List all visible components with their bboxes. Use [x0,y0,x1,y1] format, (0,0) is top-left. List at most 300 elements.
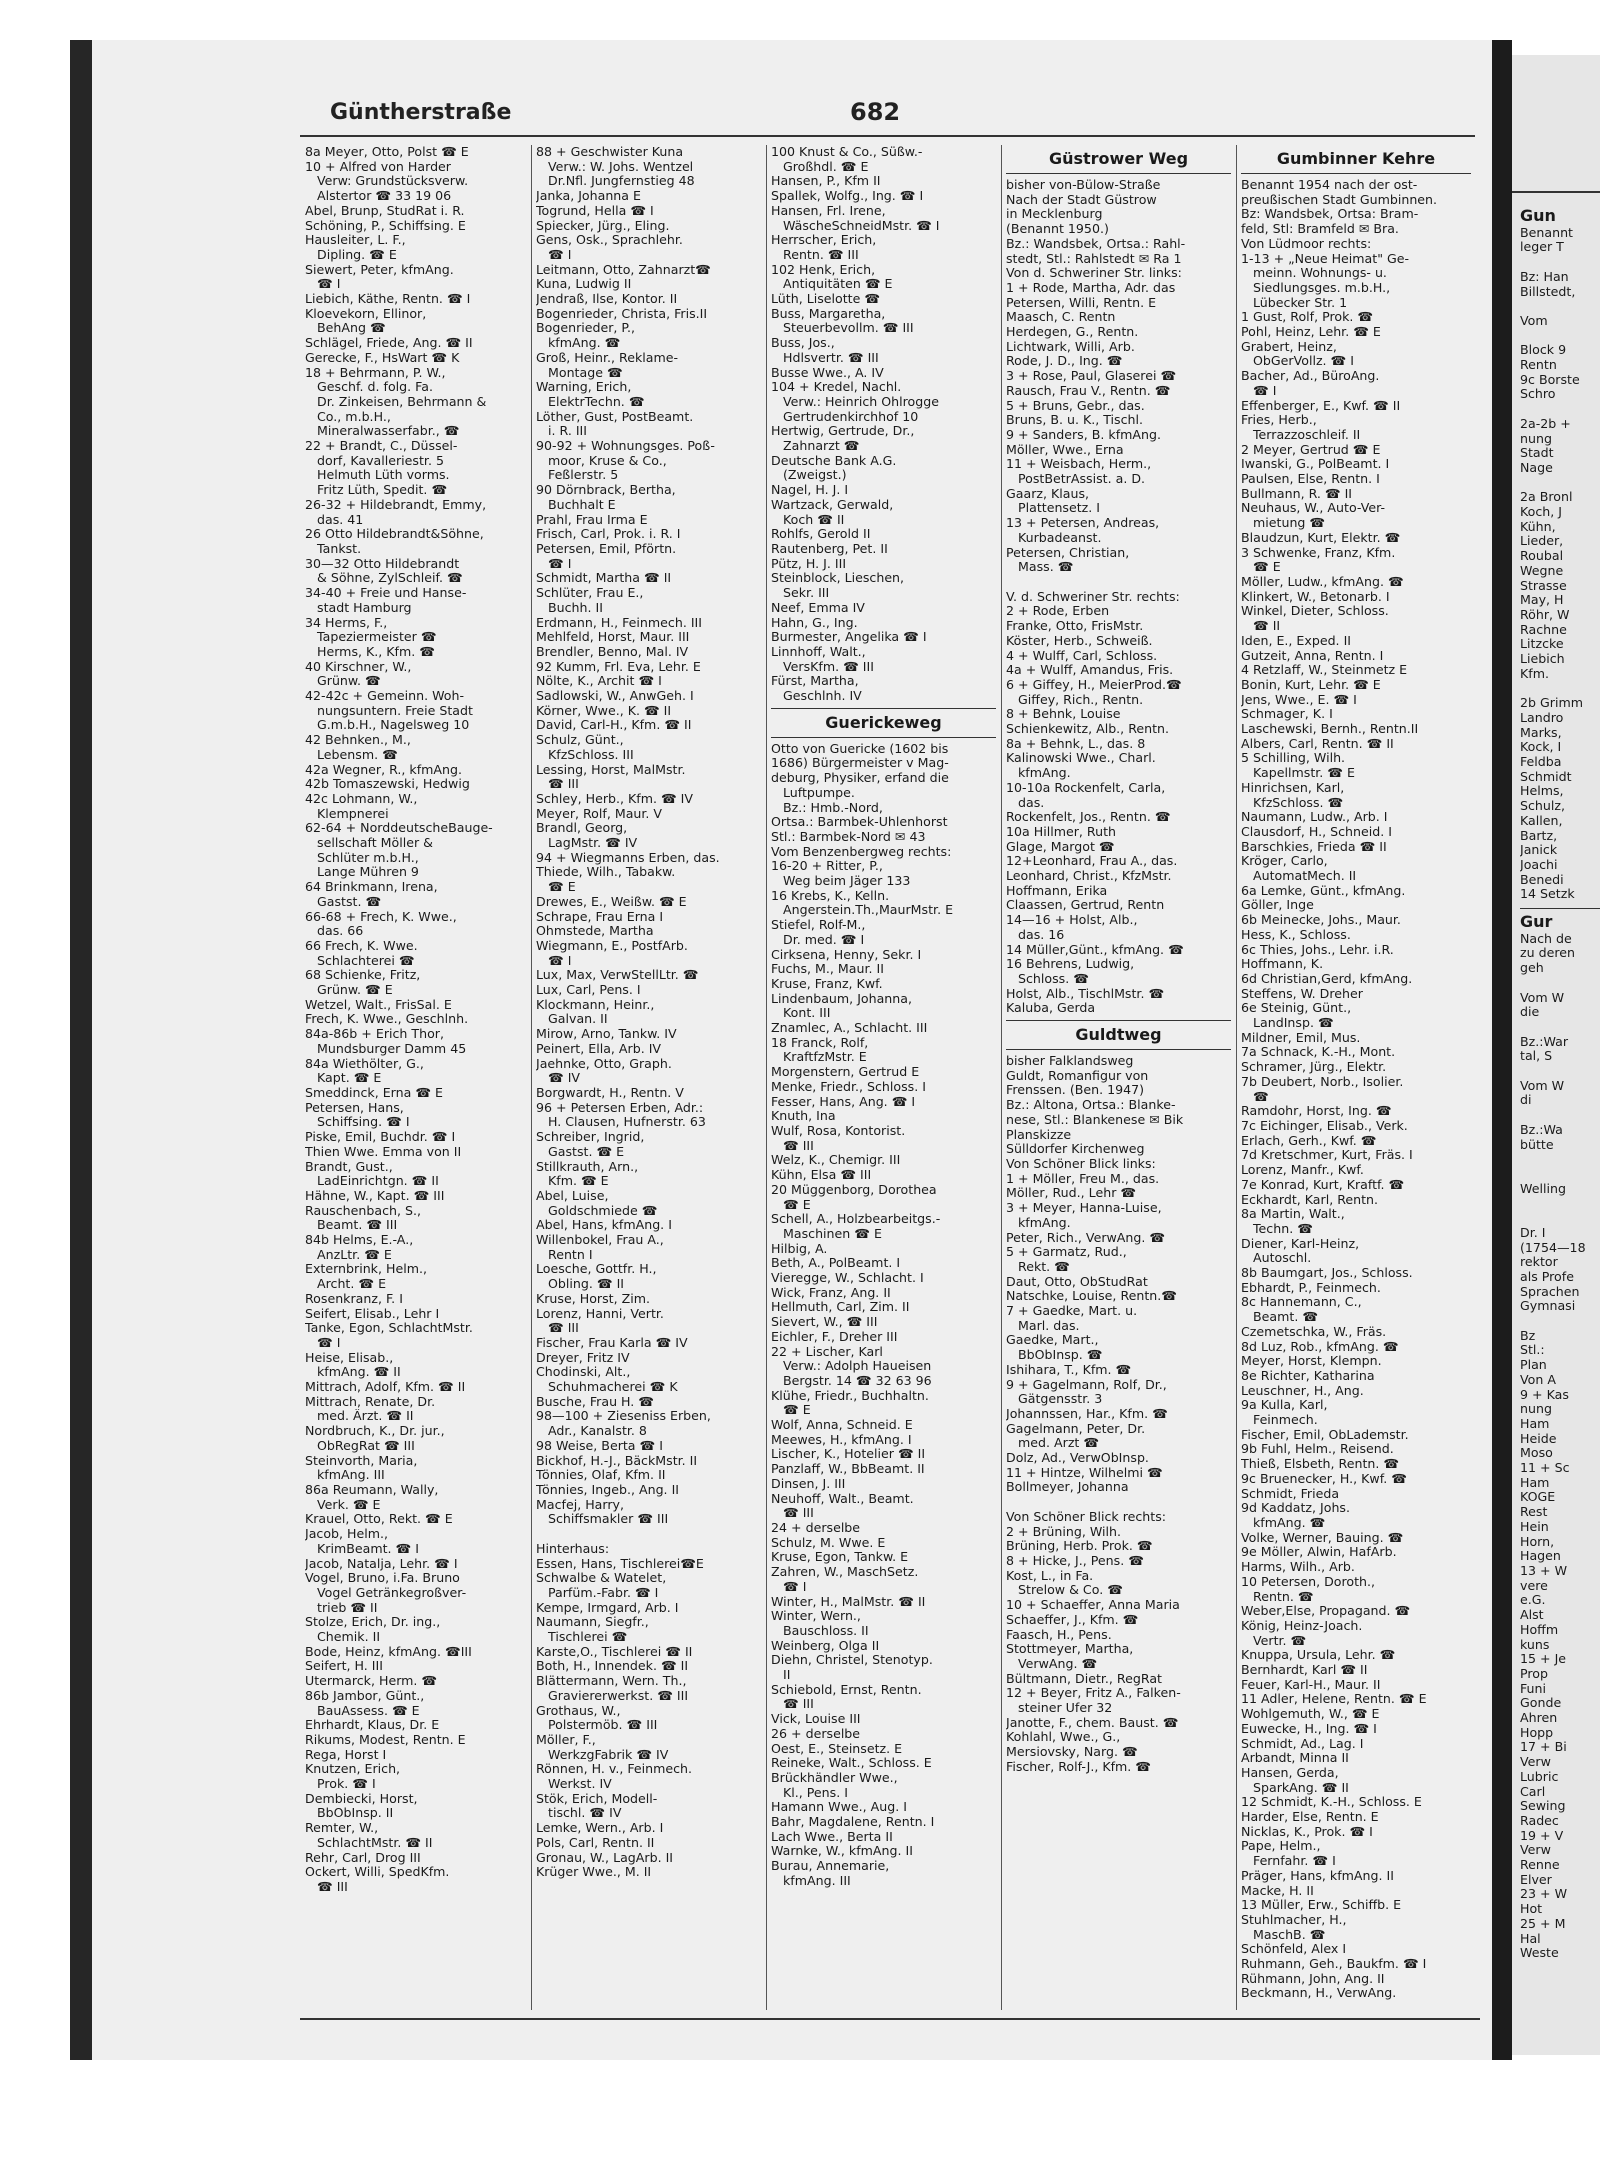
directory-entry: Lach Wwe., Berta II [771,1829,893,1844]
directory-entry: Wohlgemuth, W., ☎ E [1241,1707,1380,1722]
next-page-fragment: Nage [1520,460,1553,475]
directory-entry: Spiecker, Jürg., Eling. [536,218,670,233]
directory-entry: Hansen, Gerda, [1241,1765,1339,1780]
directory-entry: Janka, Johanna E [536,189,641,204]
directory-entry: KfzSchloss. III [536,747,634,762]
directory-entry: Zahren, W., MaschSetz. [771,1565,919,1580]
next-page-fragment: Kallen, [1520,813,1563,828]
directory-entry: Terrazzoschleif. II [1241,427,1361,442]
directory-entry: 9e Möller, Alwin, HafArb. [1241,1545,1397,1560]
next-page-fragment: Hoffm [1520,1622,1559,1637]
section-rule [1006,173,1231,174]
directory-entry: Glage, Margot ☎ [1006,839,1115,854]
directory-entry: Winter, Wern., [771,1609,861,1624]
directory-entry: Klockmann, Heinr., [536,997,655,1012]
directory-entry: Steffens, W. Dreher [1241,986,1363,1001]
next-page-fragment: KOGE [1520,1490,1556,1505]
directory-entry: Lange Mühren 9 [305,865,419,880]
directory-entry: Mittrach, Renate, Dr. [305,1394,436,1409]
directory-entry: ☎ I [305,1335,341,1350]
directory-entry: Plattensetz. I [1006,501,1101,516]
next-page-fragment: Ham [1520,1475,1550,1490]
directory-entry: Ehrhardt, Klaus, Dr. E [305,1718,440,1733]
next-page-fragment: May, H [1520,593,1564,608]
directory-entry: Neef, Emma IV [771,600,865,615]
running-head-street: Güntherstraße [330,100,512,125]
directory-entry: Bonin, Kurt, Lehr. ☎ E [1241,677,1381,692]
directory-entry: Hoffmann, Erika [1006,883,1108,898]
next-page-fragment: Marks, [1520,725,1562,740]
directory-entry: Rega, Horst I [305,1747,387,1762]
directory-entry: 64 Brinkmann, Irena, [305,880,438,895]
next-page-fragment [1520,299,1600,314]
directory-entry: ☎ E [771,1197,811,1212]
directory-entry: 8c Hannemann, C., [1241,1295,1362,1310]
directory-entry: ElektrTechn. ☎ [536,394,645,409]
directory-entry: Harder, Else, Rentn. E [1241,1810,1379,1825]
next-page-fragment: Hal [1520,1931,1541,1946]
directory-entry: Weber,Else, Propagand. ☎ [1241,1604,1411,1619]
directory-entry: MaschB. ☎ [1241,1927,1326,1942]
directory-entry: Bernhardt, Karl ☎ II [1241,1663,1368,1678]
directory-entry: Beamt. ☎ III [305,1218,398,1233]
directory-entry: bisher Falklandsweg [1006,1054,1134,1069]
directory-entry: Frech, K. Wwe., Geschlnh. [305,1012,469,1027]
next-page-fragment: Block 9 [1520,343,1567,358]
next-page-fragment: Vom W [1520,990,1565,1005]
directory-entry: Kurbadeanst. [1006,530,1102,545]
directory-entry: Franke, Otto, FrisMstr. [1006,619,1144,634]
directory-entry: Seifert, Elisab., Lehr I [305,1306,440,1321]
directory-entry: Abel, Luise, [536,1188,609,1203]
directory-entry: preußischen Stadt Gumbinnen. [1241,192,1438,207]
directory-entry: 7c Eichinger, Elisab., Verk. [1241,1119,1408,1133]
directory-entry: Luftpumpe. [771,785,855,800]
directory-entry: Brendler, Benno, Mal. IV [536,644,689,659]
directory-entry: in Mecklenburg [1006,207,1103,222]
directory-entry: Frisch, Carl, Prok. i. R. I [536,527,681,542]
directory-entry: Oest, E., Steinsetz. E [771,1741,903,1756]
section-rule [1241,173,1471,174]
next-page-fragment: Litzcke [1520,637,1564,652]
directory-entry: Pols, Carl, Rentn. II [536,1835,655,1850]
section-rule [771,708,996,709]
directory-entry: Petersen, Willi, Rentn. E [1006,295,1157,310]
directory-entry: Neuhoff, Walt., Beamt. [771,1491,914,1506]
directory-entry: 26 Otto Hildebrandt&Söhne, [305,527,484,542]
directory-entry [1006,575,1231,590]
directory-entry: Lux, Carl, Pens. I [536,983,641,998]
directory-entry: Steinblock, Lieschen, [771,571,905,586]
directory-entry: 42c Lohmann, W., [305,791,418,806]
directory-entry: 1 Gust, Rolf, Prok. ☎ [1241,310,1374,325]
directory-entry: Euwecke, H., Ing. ☎ I [1241,1721,1377,1736]
directory-entry: Jens, Wwe., E. ☎ I [1241,692,1357,707]
next-page-fragment: Nach de [1520,931,1572,946]
directory-entry: Bz: Wandsbek, Ortsa: Bram- [1241,207,1419,222]
directory-entry: Kapellmstr. ☎ E [1241,766,1355,781]
directory-entry: KraftfzMstr. E [771,1050,867,1065]
directory-entry: Von d. Schweriner Str. links: [1006,266,1182,281]
next-page-fragment: Renne [1520,1858,1560,1873]
directory-entry: Naumann, Ludw., Arb. I [1241,810,1388,825]
directory-entry: Weg beim Jäger 133 [771,874,911,889]
directory-entry: Linnhoff, Walt., [771,644,866,659]
directory-entry: 86b Jambor, Günt., [305,1688,425,1703]
directory-entry: Fürst, Martha, [771,674,859,689]
directory-entry: SchlachtMstr. ☎ II [305,1835,433,1850]
directory-entry: 94 + Wiegmanns Erben, das. [536,850,720,865]
column-2 [536,145,761,2010]
directory-entry: (Zweigst.) [771,468,847,483]
directory-entry: Barschkies, Frieda ☎ II [1241,839,1387,854]
directory-entry: Grünw. ☎ E [305,983,393,998]
directory-entry: Möller, Ludw., kfmAng. ☎ [1241,574,1404,589]
directory-entry: Eichler, F., Dreher III [771,1329,898,1344]
directory-entry: Verw.: Heinrich Ohlrogge [771,394,939,409]
next-page-fragment: Hagen [1520,1549,1561,1564]
next-page-fragment: Alst [1520,1608,1544,1623]
directory-entry: 9b Fuhl, Helm., Reisend. [1241,1442,1394,1457]
directory-entry: ☎ I [536,556,572,571]
directory-entry: Goldschmiede ☎ [536,1203,658,1218]
next-page-fragment: Helms, [1520,784,1564,799]
directory-entry: 1686) Bürgermeister v Mag- [771,756,949,771]
directory-entry: ObRegRat ☎ III [305,1438,415,1453]
directory-entry: 8e Richter, Katharina [1241,1368,1375,1383]
directory-entry: Brüning, Herb. Prok. ☎ [1006,1539,1153,1554]
directory-entry: Menke, Friedr., Schloss. I [771,1079,926,1094]
directory-entry: Antiquitäten ☎ E [771,277,893,292]
directory-entry: 18 Franck, Rolf, [771,1035,869,1050]
directory-entry: Fernfahr. ☎ I [1241,1854,1336,1869]
next-page-fragment: vere [1520,1578,1548,1593]
directory-entry: 5 Schilling, Wilh. [1241,751,1346,766]
next-page-fragment: 17 + Bi [1520,1740,1567,1755]
directory-entry: 16 Behrens, Ludwig, [1006,957,1135,972]
directory-entry: König, Heinz-Joach. [1241,1618,1363,1633]
directory-entry: 10 Petersen, Doroth., [1241,1574,1376,1589]
directory-entry: Togrund, Hella ☎ I [536,203,654,218]
directory-entry: Bahr, Magdalene, Rentn. I [771,1815,935,1830]
directory-entry: Winter, H., MalMstr. ☎ II [771,1594,926,1609]
directory-entry: Schmidt, Martha ☎ II [536,571,672,586]
next-page-column [1520,205,1600,1961]
next-page-fragment: Sprachen [1520,1284,1580,1299]
directory-entry: Czemetschka, W., Fräs. [1241,1324,1387,1339]
directory-entry: Schulz, Günt., [536,733,624,748]
directory-entry: Paulsen, Else, Rentn. I [1241,472,1380,487]
next-page-fragment: Rest [1520,1505,1548,1520]
directory-entry: 34 Herms, F., [305,615,388,630]
directory-entry [1006,1495,1231,1510]
directory-entry: Iwanski, G., PolBeamt. I [1241,457,1390,472]
directory-entry: Helmuth Lüth vorms. [305,468,450,483]
directory-entry: Schulz, M. Wwe. E [771,1535,886,1550]
next-page-fragment: die [1520,1005,1540,1020]
directory-entry: Beckmann, H., VerwAng. [1241,1986,1397,2001]
directory-entry: Bacher, Ad., BüroAng. [1241,369,1380,384]
next-page-fragment: Sewing [1520,1799,1566,1814]
next-page-fragment: Heide [1520,1431,1557,1446]
directory-entry: Schöning, P., Schiffsing. E [305,218,466,233]
directory-entry: 7e Konrad, Kurt, Kraftf. ☎ [1241,1177,1405,1192]
directory-entry: 8 + Behnk, Louise [1006,707,1121,722]
next-page-fragment: Ahren [1520,1711,1558,1726]
directory-entry: Ramdohr, Horst, Ing. ☎ [1241,1104,1392,1119]
directory-entry: ☎ IV [536,1071,581,1086]
directory-entry: Macke, H. II [1241,1883,1314,1898]
directory-entry: G.m.b.H., Nagelsweg 10 [305,718,470,733]
directory-entry: Hähne, W., Kapt. ☎ III [305,1188,445,1203]
directory-entry: Tischlerei ☎ [536,1630,628,1645]
directory-entry: Bruns, B. u. K., Tischl. [1006,413,1144,428]
directory-entry: Busche, Frau H. ☎ [536,1394,654,1409]
directory-entry: Schlüter m.b.H., [305,850,419,865]
next-page-fragment [1520,476,1600,491]
directory-entry: Sekr. III [771,586,830,601]
directory-entry: ☎ E [1241,560,1281,575]
directory-entry: 14—16 + Holst, Alb., [1006,913,1138,928]
directory-entry: Verw.: Adolph Haueisen [771,1359,932,1374]
directory-entry: Utermarck, Herm. ☎ [305,1674,438,1689]
directory-entry: Schmidt, Frieda [1241,1486,1340,1501]
directory-entry: steiner Ufer 32 [1006,1701,1113,1716]
directory-entry: (Benannt 1950.) [1006,222,1109,237]
directory-entry: Lindenbaum, Johanna, [771,991,912,1006]
directory-entry: Wetzel, Walt., FrisSal. E [305,997,452,1012]
directory-entry: 26 + derselbe [771,1726,861,1741]
directory-entry: Ishihara, T., Kfm. ☎ [1006,1362,1132,1377]
directory-entry: Kfm. ☎ E [536,1174,609,1189]
directory-entry: 11 Adler, Helene, Rentn. ☎ E [1241,1692,1427,1707]
section-rule [1006,1049,1231,1050]
directory-entry: Leonhard, Christ., KfzMstr. [1006,869,1172,884]
next-page-fragment: 23 + W [1520,1887,1568,1902]
directory-entry: Schwalbe & Watelet, [536,1571,667,1586]
directory-entry: Loesche, Gottfr. H., [536,1262,657,1277]
directory-entry: kfmAng. ☎ [1241,1515,1326,1530]
directory-entry: Schloss. ☎ [1006,971,1089,986]
directory-entry: 16 Krebs, K., Kelln. [771,888,890,903]
next-page-fragment: 13 + W [1520,1563,1568,1578]
next-page-fragment: rektor [1520,1255,1558,1270]
directory-entry: Tankst. [305,541,362,556]
next-page-fragment: Kock, I [1520,740,1562,755]
directory-entry: Schienkewitz, Alb., Rentn. [1006,722,1170,737]
directory-entry: Willenbokel, Frau A., [536,1233,664,1248]
directory-entry: BbObInsp. II [305,1806,394,1821]
directory-entry: 100 Knust & Co., Süßw.- [771,145,923,159]
directory-entry: Janotte, F., chem. Baust. ☎ [1006,1715,1179,1730]
next-page-fragment: Kfm. [1520,666,1549,681]
next-page-fragment [1520,1152,1600,1167]
directory-entry: ☎ III [771,1697,814,1712]
directory-entry: Gutzeit, Anna, Rentn. I [1241,648,1384,663]
directory-entry: Holst, Alb., TischlMstr. ☎ [1006,986,1165,1001]
directory-entry: Seifert, H. III [305,1659,383,1674]
directory-entry: 42 Behnken., M., [305,733,411,748]
next-page-fragment: Billstedt, [1520,284,1576,299]
next-page-lines-mid [1520,932,1600,1961]
directory-entry: kfmAng. III [771,1873,851,1888]
directory-entry: LandInsp. ☎ [1241,1016,1334,1031]
directory-entry: Gastst. ☎ [305,894,382,909]
next-page-fragment: Liebich [1520,652,1565,667]
directory-entry: Köster, Herb., Schweiß. [1006,633,1153,648]
directory-entry: 5 + Bruns, Gebr., das. [1006,398,1145,413]
directory-entry: Kloevekorn, Ellinor, [305,306,427,321]
directory-entry: Archt. ☎ E [305,1277,387,1292]
directory-entry: Peter, Rich., VerwAng. ☎ [1006,1230,1166,1245]
directory-entry: Von Lüdmoor rechts: [1241,236,1372,251]
directory-entry: meinn. Wohnungs- u. [1241,266,1387,281]
directory-entry: Knuppa, Ursula, Lehr. ☎ [1241,1648,1396,1663]
directory-entry: 12+Leonhard, Frau A., das. [1006,854,1178,869]
directory-entry: Beamt. ☎ [1241,1310,1319,1325]
directory-entry: Deutsche Bank A.G. [771,453,897,468]
directory-entry: Verw: Grundstücksverw. [305,174,469,189]
directory-entry: 10-10a Rockenfelt, Carla, [1006,780,1166,795]
directory-entry: Nagel, H. J. I [771,483,849,498]
next-page-fragment: Plan [1520,1358,1547,1373]
directory-entry: Ruhmann, Geh., Baukfm. ☎ I [1241,1957,1427,1972]
directory-entry: 8a Martin, Walt., [1241,1207,1345,1222]
directory-entry: BbObInsp. ☎ [1006,1348,1103,1363]
directory-entry: Blättermann, Wern. Th., [536,1674,687,1689]
directory-entry: 6b Meinecke, Johs., Maur. [1241,913,1401,928]
directory-entry: Johannssen, Har., Kfm. ☎ [1006,1406,1168,1421]
directory-entry: Parfüm.-Fabr. ☎ I [536,1585,659,1600]
directory-entry: 7 + Gaedke, Mart. u. [1006,1304,1138,1319]
directory-entry: Autoschl. [1241,1251,1312,1266]
directory-entry: Diehn, Christel, Stenotyp. [771,1653,933,1668]
directory-entry: 4 + Wulff, Carl, Schloss. [1006,648,1158,663]
directory-entry: Chodinski, Alt., [536,1365,631,1380]
directory-entry: Gens, Osk., Sprachlehr. [536,233,683,248]
directory-entry: ObGerVollz. ☎ I [1241,354,1354,369]
directory-entry: Von Schöner Blick rechts: [1006,1509,1166,1524]
directory-entry: ☎ III [771,1506,814,1521]
directory-entry: 7a Schnack, K.-H., Mont. [1241,1045,1396,1060]
next-page-fragment: Kühn, [1520,519,1556,534]
directory-entry: 4 Retzlaff, W., Steinmetz E [1241,663,1408,678]
directory-entry: Schreiber, Ingrid, [536,1130,645,1145]
directory-entry: Sadlowski, W., AnwGeh. I [536,689,694,704]
directory-entry: Schrape, Frau Erna I [536,909,664,924]
directory-entry: Bogenrieder, Christa, Fris.II [536,306,708,321]
directory-entry: Laschewski, Bernh., Rentn.II [1241,722,1419,737]
directory-entry: nungsuntern. Freie Stadt [305,703,473,718]
directory-entry: Wolf, Anna, Schneid. E [771,1418,913,1433]
directory-entry: Schönfeld, Alex I [1241,1942,1347,1957]
directory-entry: Vogel Getränkegroßver- [305,1585,467,1600]
directory-entry: Krauel, Otto, Rekt. ☎ E [305,1512,453,1527]
directory-entry: LagMstr. ☎ IV [536,836,638,851]
directory-entry: Stottmeyer, Martha, [1006,1642,1134,1657]
next-page-fragment: Gonde [1520,1696,1562,1711]
next-page-fragment: 2a Bronl [1520,490,1573,505]
directory-entry: Burmester, Angelika ☎ I [771,630,927,645]
directory-entry: & Söhne, ZylSchleif. ☎ [305,571,463,586]
next-page-fragment: Elver [1520,1872,1552,1887]
directory-entry: WerkzgFabrik ☎ IV [536,1747,669,1762]
next-page-header-rule [1512,191,1600,193]
directory-entry: Nach der Stadt Güstrow [1006,192,1157,207]
directory-entry: 42a Wegner, R., kfmAng. [305,762,463,777]
directory-entry: Buchhalt E [536,497,616,512]
directory-entry: Maschinen ☎ E [771,1226,882,1241]
directory-entry: Buss, Jos., [771,336,835,351]
directory-entry: VerwAng. ☎ [1006,1656,1098,1671]
page-number: 682 [850,98,901,126]
directory-entry: 4a + Wulff, Amandus, Fris. [1006,663,1174,678]
directory-entry: Gätgensstr. 3 [1006,1392,1103,1407]
directory-entry: Smeddinck, Erna ☎ E [305,1086,443,1100]
directory-entry: Schlüter, Frau E., [536,586,644,601]
next-page-fragment: 2b Grimm [1520,696,1583,711]
section-rule [771,737,996,738]
directory-entry: kfmAng. [1006,1215,1071,1230]
next-page-fragment: Hot [1520,1902,1543,1917]
directory-entry: Bültmann, Dietr., RegRat [1006,1671,1162,1686]
next-page-fragment: Hopp [1520,1725,1554,1740]
directory-entry: Mundsburger Damm 45 [305,1041,467,1056]
directory-entry: Buss, Margaretha, [771,306,886,321]
directory-entry: 5 + Garmatz, Rud., [1006,1245,1127,1260]
directory-entry: Panzlaff, W., BbBeamt. II [771,1462,925,1477]
directory-entry: Graviererwerkst. ☎ III [536,1688,689,1703]
directory-entry: Angerstein.Th.,MaurMstr. E [771,903,954,918]
next-page-fragment: Joachi [1520,857,1558,872]
directory-entry: Petersen, Emil, Pförtn. [536,541,677,556]
column-5 [1241,145,1471,2010]
directory-entry: Feinmech. [1241,1413,1318,1428]
next-page-fragment [1520,976,1600,991]
directory-entry: Claassen, Gertrud, Rentn [1006,898,1165,913]
next-page-fragment [1520,682,1600,697]
directory-entry: Herrscher, Erich, [771,233,877,248]
next-page-fragment [1520,329,1600,344]
directory-entry: Rentn. ☎ III [771,247,859,262]
directory-entry: 10a Hillmer, Ruth [1006,824,1116,839]
directory-entry: Stök, Erich, Modell- [536,1791,658,1806]
directory-entry: Bogenrieder, P., [536,321,636,336]
directory-entry: Rönnen, H. v., Feinmech. [536,1762,693,1777]
directory-entry: 20 Müggenborg, Dorothea [771,1182,937,1197]
directory-entry: Hinterhaus: [536,1541,610,1556]
directory-entry: Neuhaus, W., Auto-Ver- [1241,501,1385,516]
directory-entry: Groß, Heinr., Reklame- [536,350,679,365]
directory-entry: Ortsa.: Barmbek-Uhlenhorst [771,815,948,830]
next-page-fragment: Wegne [1520,563,1564,578]
directory-entry: Kempe, Irmgard, Arb. I [536,1600,679,1615]
directory-entry: Schaeffer, J., Kfm. ☎ [1006,1612,1139,1627]
directory-entry: ☎ I [536,953,572,968]
next-page-fragment: Bz: Han [1520,269,1569,284]
directory-entry: 84a-86b + Erich Thor, [305,1027,444,1042]
directory-entry: ☎ I [771,1579,807,1594]
directory-entry: Pape, Helm., [1241,1839,1321,1854]
next-page-fragment: Landro [1520,710,1564,725]
directory-entry: Mersiovsky, Narg. ☎ [1006,1745,1138,1760]
directory-entry: Klinkert, W., Betonarb. I [1241,589,1390,604]
directory-entry: 90 Dörnbrack, Bertha, [536,483,676,498]
directory-entry: Schiffsing. ☎ I [305,1115,410,1130]
directory-entry: Ohmstede, Martha [536,924,654,939]
directory-entry: Hahn, G., Ing. [771,615,858,630]
directory-entry: Thieß, Elsbeth, Rentn. ☎ [1241,1457,1400,1472]
